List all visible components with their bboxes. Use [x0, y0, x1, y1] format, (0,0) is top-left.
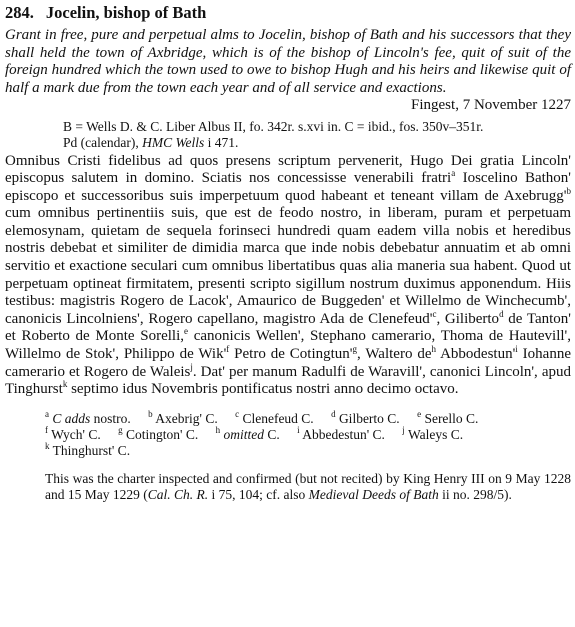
- manuscript-sources: [63, 119, 571, 151]
- note-mark: f: [45, 424, 48, 435]
- sources-prefix: Pd (calendar),: [63, 134, 143, 150]
- entry-number: 284.: [5, 3, 34, 22]
- footnote-mark: i: [515, 344, 518, 355]
- textual-notes: [45, 408, 571, 459]
- footnote-mark: k: [62, 379, 68, 390]
- text-seg: Omnibus Cristi fidelibus ad quos presens scriptum pervenerit, Hugo Dei gratia Lincoln' episcopus salutem in domino. Sciatis nos concessisse venerabili fratri: [5, 152, 571, 187]
- note: [45, 440, 131, 458]
- footnote-mark: f: [226, 344, 230, 355]
- text-seg: cum omnibus pertinentiis suis, que est de feodo nostro, in liberam, puram et perpetuam elemosynam, quietam de sequela forinseci hundredi quam eadem villa nobis et heredibus nostris debebat et similiter de dimidia marca que inde nobis debebatur annuatim et ab omni servitio et exactione seculari cum omnibus libertatibus quas alia maneria sua habent. Quod ut perpetuam optineat firmitatem, presenti scripto sigillum nostrum duximus apponendum. Hiis testibus: magistris Rogero de Lacok', Amaurico de Buggeden' et Willelmo de Winchecumb', canonicis Lincolniens', Rogero capellano, magistro Ada de Clenefeud': [5, 205, 571, 327]
- note-text: Waleys C.: [404, 426, 464, 442]
- comment-seg: Cal. Ch. R.: [147, 486, 209, 502]
- note: [297, 424, 385, 442]
- footnote-mark: g: [352, 344, 357, 355]
- note-mark: i: [297, 424, 300, 435]
- sources-line-2: [63, 135, 571, 151]
- footnote-mark: a: [451, 168, 456, 179]
- entry-heading: [5, 3, 571, 23]
- note-italic: C adds: [52, 410, 91, 426]
- comment-seg: i 75, 104; cf. also: [208, 486, 309, 502]
- note: [417, 408, 479, 426]
- calendar-summary: [5, 27, 571, 113]
- note: [45, 424, 101, 442]
- note-text: Abbedestun' C.: [299, 426, 385, 442]
- text-seg: . Dat' per manum Radulfi de Waravill', canonici Lincoln', apud Tinghurst: [5, 363, 571, 398]
- footnote-mark: c: [432, 308, 437, 319]
- text-seg: Iohanne camerario et Rogero de Waleis: [5, 346, 571, 380]
- sources-line-1: B = Wells D. & C. Liber Albus II, fo. 342r. s.xvi in. C = ibid., fos. 350v–351r.: [63, 118, 484, 134]
- comment-seg: ii no. 298/5).: [438, 486, 512, 502]
- place-date: Fingest, 7 November 1227: [411, 97, 571, 113]
- note-mark: a: [45, 408, 49, 419]
- note: [118, 424, 199, 442]
- footnote-mark: d: [499, 308, 504, 319]
- text-seg: Petro de Cotingtun': [229, 346, 353, 363]
- note: [148, 408, 218, 426]
- text-seg: Ioscelino Bathon' episcopo et successoribus suis imperpetuum quod habeant et teneant villam de Axebrugg': [5, 170, 571, 204]
- text-seg: , Waltero de: [356, 346, 432, 363]
- note-mark: c: [235, 408, 240, 419]
- note: [402, 424, 464, 442]
- footnote-mark: e: [184, 326, 189, 337]
- note-text: Clenefeud C.: [239, 410, 314, 426]
- text-seg: canonicis Wellen', Stephano camerario, Thoma de Hautevill', Willelmo de Stok', Philippo de Wik': [5, 328, 571, 363]
- note-mark: g: [118, 424, 123, 435]
- editorial-comment: [45, 471, 571, 503]
- note-text: Thinghurst' C.: [49, 442, 131, 458]
- note-mark: h: [215, 424, 221, 435]
- charter-page: [5, 3, 571, 503]
- latin-text: [5, 153, 571, 399]
- text-seg: , Giliberto: [436, 310, 500, 327]
- sources-italic: HMC Wells: [142, 134, 205, 150]
- note-text: Cotington' C.: [122, 426, 199, 442]
- comment-seg: Medieval Deeds of Bath: [308, 486, 439, 502]
- entry-title: Jocelin, bishop of Bath: [45, 3, 207, 22]
- note-mark: d: [331, 408, 336, 419]
- note-text: nostro.: [90, 410, 131, 426]
- note-mark: k: [45, 440, 50, 451]
- footnote-mark: b: [566, 185, 571, 196]
- footnote-mark: j: [190, 361, 193, 372]
- note-text: Axebrig' C.: [152, 410, 218, 426]
- note-mark: j: [402, 424, 405, 435]
- sources-suffix: i 471.: [204, 134, 239, 150]
- footnote-mark: h: [431, 344, 437, 355]
- note: [235, 408, 314, 426]
- note-text: Serello C.: [421, 410, 479, 426]
- text-seg: de Tanton' et Roberto de Monte Sorelli,: [5, 310, 572, 345]
- note-text: C.: [263, 426, 280, 442]
- note-italic: omitted: [223, 426, 264, 442]
- comment-seg: This was the charter inspected and confirmed (but not recited) by King Henry III on 9 May 1228 and 15 May 1229 (: [45, 470, 571, 502]
- note-text: Gilberto C.: [335, 410, 400, 426]
- note-mark: e: [417, 408, 422, 419]
- text-seg: Abbodestun': [436, 346, 516, 363]
- note: [215, 424, 280, 442]
- note-mark: b: [148, 408, 153, 419]
- note: [331, 408, 400, 426]
- text-seg: septimo idus Novembris pontificatus nostri anno decimo octavo.: [67, 381, 459, 398]
- note: [45, 408, 131, 426]
- summary-text: Grant in free, pure and perpetual alms to Jocelin, bishop of Bath and his successors that they shall held the town of Axbridge, which is of the bishop of Lincoln's fee, quit of suit of the foreign hundred which the town used to owe to bishop Hugh and his heirs and likewise quit of half a mark due from the town each year and of all service and exactions.: [5, 27, 571, 96]
- note-text: Wych' C.: [48, 426, 101, 442]
